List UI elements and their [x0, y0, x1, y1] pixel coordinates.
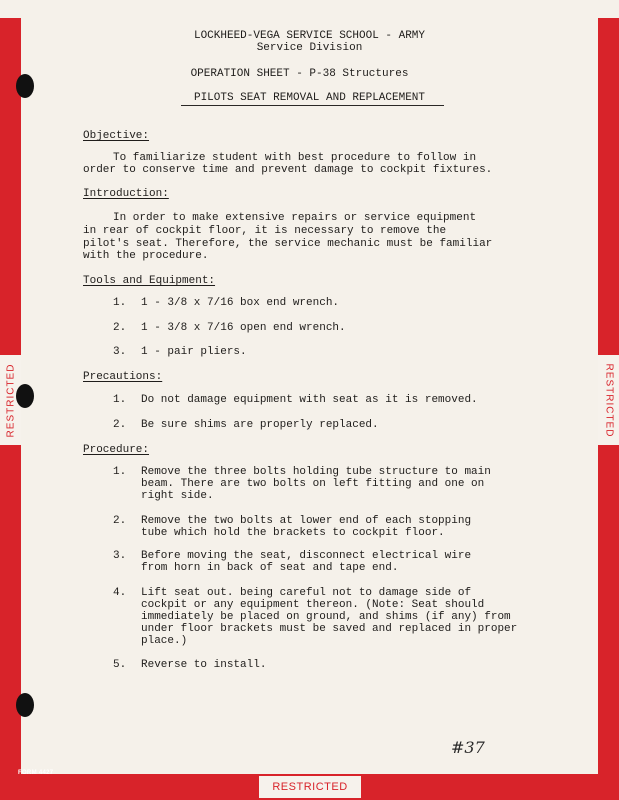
page-number: #37 [451, 738, 485, 757]
procedure-step-line: immediately be placed on ground, and shims (if any) from [141, 611, 511, 623]
procedure-step-line: cockpit or any equipment thereon. (Note: Seat should [141, 599, 485, 611]
procedure-step-line: right side. [141, 490, 214, 502]
procedure-step-number: 4. [113, 587, 127, 599]
procedure-step-number: 3. [113, 550, 127, 562]
division-name: Service Division [256, 42, 363, 54]
procedure-step-line: Before moving the seat, disconnect electrical wire [141, 550, 472, 562]
procedure-step-number: 1. [113, 466, 127, 478]
right-restricted-label [598, 355, 619, 445]
right-restricted-text: RESTRICTED [603, 363, 614, 437]
procedure-step-number: 2. [113, 515, 127, 527]
bottom-restricted-label [259, 776, 361, 798]
introduction-line-1: In order to make extensive repairs or service equipment [113, 212, 477, 224]
procedure-step-line: beam. There are two bolts on left fitting and one on [141, 478, 485, 490]
introduction-heading: Introduction: [83, 188, 169, 200]
operation-sheet-title: OPERATION SHEET - P-38 Structures [190, 68, 409, 80]
objective-line-2: order to conserve time and prevent damage to cockpit fixtures. [83, 164, 493, 176]
punch-hole-bottom [16, 693, 34, 717]
punch-hole-middle [16, 384, 34, 408]
objective-heading: Objective: [83, 130, 150, 142]
procedure-step-line: tube which hold the brackets to cockpit floor. [141, 527, 445, 539]
precautions-item-number: 1. [113, 394, 127, 406]
introduction-line-4: with the procedure. [83, 250, 209, 262]
tools-item-number: 1. [113, 297, 127, 309]
procedure-step-line: from horn in back of seat and tape end. [141, 562, 399, 574]
introduction-line-3: pilot's seat. Therefore, the service mechanic must be familiar [83, 238, 493, 250]
tools-item-text: 1 - 3/8 x 7/16 box end wrench. [141, 297, 340, 309]
form-number: FORM 4427 [18, 770, 54, 776]
procedure-step-line: Remove the three bolts holding tube structure to main [141, 466, 491, 478]
procedure-heading: Procedure: [83, 444, 150, 456]
sheet-title: PILOTS SEAT REMOVAL AND REPLACEMENT [193, 92, 426, 104]
precautions-heading: Precautions: [83, 371, 163, 383]
procedure-step-line: Lift seat out. being careful not to damage side of [141, 587, 472, 599]
bottom-restricted-text: RESTRICTED [272, 781, 348, 793]
procedure-step-number: 5. [113, 659, 127, 671]
precautions-item-text: Do not damage equipment with seat as it is removed. [141, 394, 478, 406]
tools-item-number: 3. [113, 346, 127, 358]
tools-item-number: 2. [113, 322, 127, 334]
procedure-step-line: Remove the two bolts at lower end of each stopping [141, 515, 472, 527]
procedure-step-line: under floor brackets must be saved and replaced in proper [141, 623, 518, 635]
left-restricted-text: RESTRICTED [5, 363, 16, 437]
tools-item-text: 1 - pair pliers. [141, 346, 247, 358]
precautions-item-number: 2. [113, 419, 127, 431]
top-margin [0, 0, 619, 18]
procedure-step-line: Reverse to install. [141, 659, 267, 671]
procedure-step-line: place.) [141, 635, 188, 647]
tools-item-text: 1 - 3/8 x 7/16 open end wrench. [141, 322, 346, 334]
introduction-line-2: in rear of cockpit floor, it is necessary to remove the [83, 225, 447, 237]
school-name: LOCKHEED-VEGA SERVICE SCHOOL - ARMY [193, 30, 426, 42]
objective-line-1: To familiarize student with best procedure to follow in [113, 152, 477, 164]
tools-heading: Tools and Equipment: [83, 275, 216, 287]
title-underline [181, 105, 444, 106]
precautions-item-text: Be sure shims are properly replaced. [141, 419, 379, 431]
